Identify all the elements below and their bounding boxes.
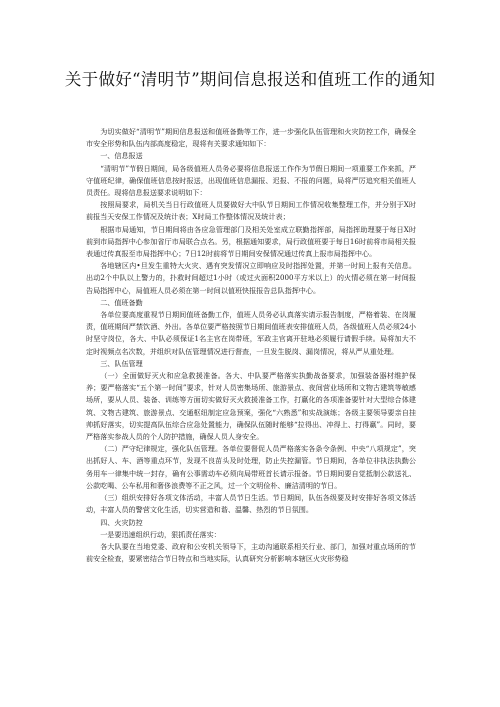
paragraph: （一）全面做好灭火和应急救援准备。各大、中队要严格落实执勤战备要求，加强装备器材维护保养；要严格落实“五个第一时间”要求，针对人员密集场所、旅游景点、夜间营业场所和文物古建筑等敏感场所，要从人员、装备、训练等方面切实做好灭火救援准备工作，打赢化的各项准备要针对大型综合体建筑、文物古建筑、旅游景点、交通枢纽制定应急预案，强化“六熟悉”和实战演练；各级主要领导要亲自挂帅抓好落实，切实提高队伍综合应急处置能力，确保队伍随时能够“拉得出、冲得上、打得赢”。同时，要严格落实参战人员的个人防护措施，确保人员人身安全。 (86, 371, 416, 442)
section-heading: 二、值班备勤 (100, 297, 143, 307)
paragraph: 一是要迅速组织行动，狠抓责任落实： (100, 529, 221, 539)
paragraph: 各单位要高度重视节日期间值班备勤工作，值班人员务必认真落实请示报告制度，严格着装、在岗履责，值班期间严禁饮酒、外出。各单位要严格按照节日期间值班表安排值班人员，各级值班人员必须24小时坚守岗位，各大、中队必须保证1名主官在岗带班，军政主官离开驻地必须履行请假手续。局将加大不定时视频点名次数，并组织对队伍管理情况进行督查，一旦发生脱岗、漏岗情况，将从严从重处理。 (86, 310, 416, 356)
paragraph: （二）严守纪律规定，强化队伍管理。各单位要督促人员严格落实各条令条例、中央“八项规定”，突出抓好人、车、酒等重点环节，发现不良苗头及时处理，防止失控漏管。节日期间，各单位非执法执勤公务用车一律集中统一封存，确有公事需动车必须向局带班首长请示报备。节日期间要自觉抵制公款送礼、公款吃喝、公车私用和奢侈浪费等不正之风，过一个文明俭朴、廉洁清明的节日。 (86, 444, 416, 490)
section-heading: 三、队伍管理 (100, 358, 143, 368)
paragraph: 根据市局通知，节日期间将由各应急管理部门及相关处室成立联勤指挥部，局指挥助理要于每日X时前到市局指挥中心参加省厅市局联合点名。另，根据通知要求，局行政值班要于每日16时前将市局相关报表通过传真报至市局指挥中心；7日12时前将节日期间安保情况通过传真上报市局指挥中心。 (86, 224, 416, 259)
paragraph: 各地辖区内•旦发生重特大火灾、遇有突发情况立即响应及时指挥处置，并第一时间上报有关信息。出动2个中队以上警力的，扑救时间超过1小时（或过火面积2000平方米以上）的火情必须在第一时间报告局指挥中心，局值班人员必须在第一时间以值班快报报告总队指挥中心。 (86, 261, 416, 295)
paragraph: 为切实做好“清明节”期间信息报送和值班备勤等工作，进一步强化队伍管理和火灾防控工作，确保全市安全形势和队伍内部高度稳定，现将有关要求通知如下： (86, 127, 416, 149)
paragraph: “清明节”节假日期间，局各级值班人员务必要将信息报送工作作为节假日期间一项重要工作来抓，严守值班纪律，确保值班信息按时报送，出现值班信息漏报、迟报、不报的问题，局将严厉追究相关值班人员责任。现将信息报送要求说明如下： (86, 163, 416, 198)
paragraph: 各大队要在当地党委、政府和公安机关领导下，主动沟通联系相关行业、部门，加强对重点场所的节前安全检查，要紧密结合节日特点和当地实际，认真研究分析影响本辖区火灾形势稳 (86, 541, 416, 564)
paragraph: 按照局要求，局机关当日行政值班人员要做好大中队节日期间工作情况收集整理工作，并分别于X时前报当天安保工作情况及统计表；X时局工作整体情况及统计表； (86, 200, 416, 222)
document-title: 关于做好“清明节”期间信息报送和值班工作的通知 (64, 70, 436, 89)
section-heading: 四、火灾防控 (100, 517, 143, 527)
document-body (86, 126, 416, 565)
paragraph: （三）组织安排好各项文体活动，丰富人员节日生活。节日期间，队伍各级要及时安排好各项文体活动，丰富人员的警营文化生活，切实营造和谐、温馨、热烈的节日氛围。 (86, 493, 416, 515)
section-heading: 一、信息报送 (100, 151, 143, 161)
